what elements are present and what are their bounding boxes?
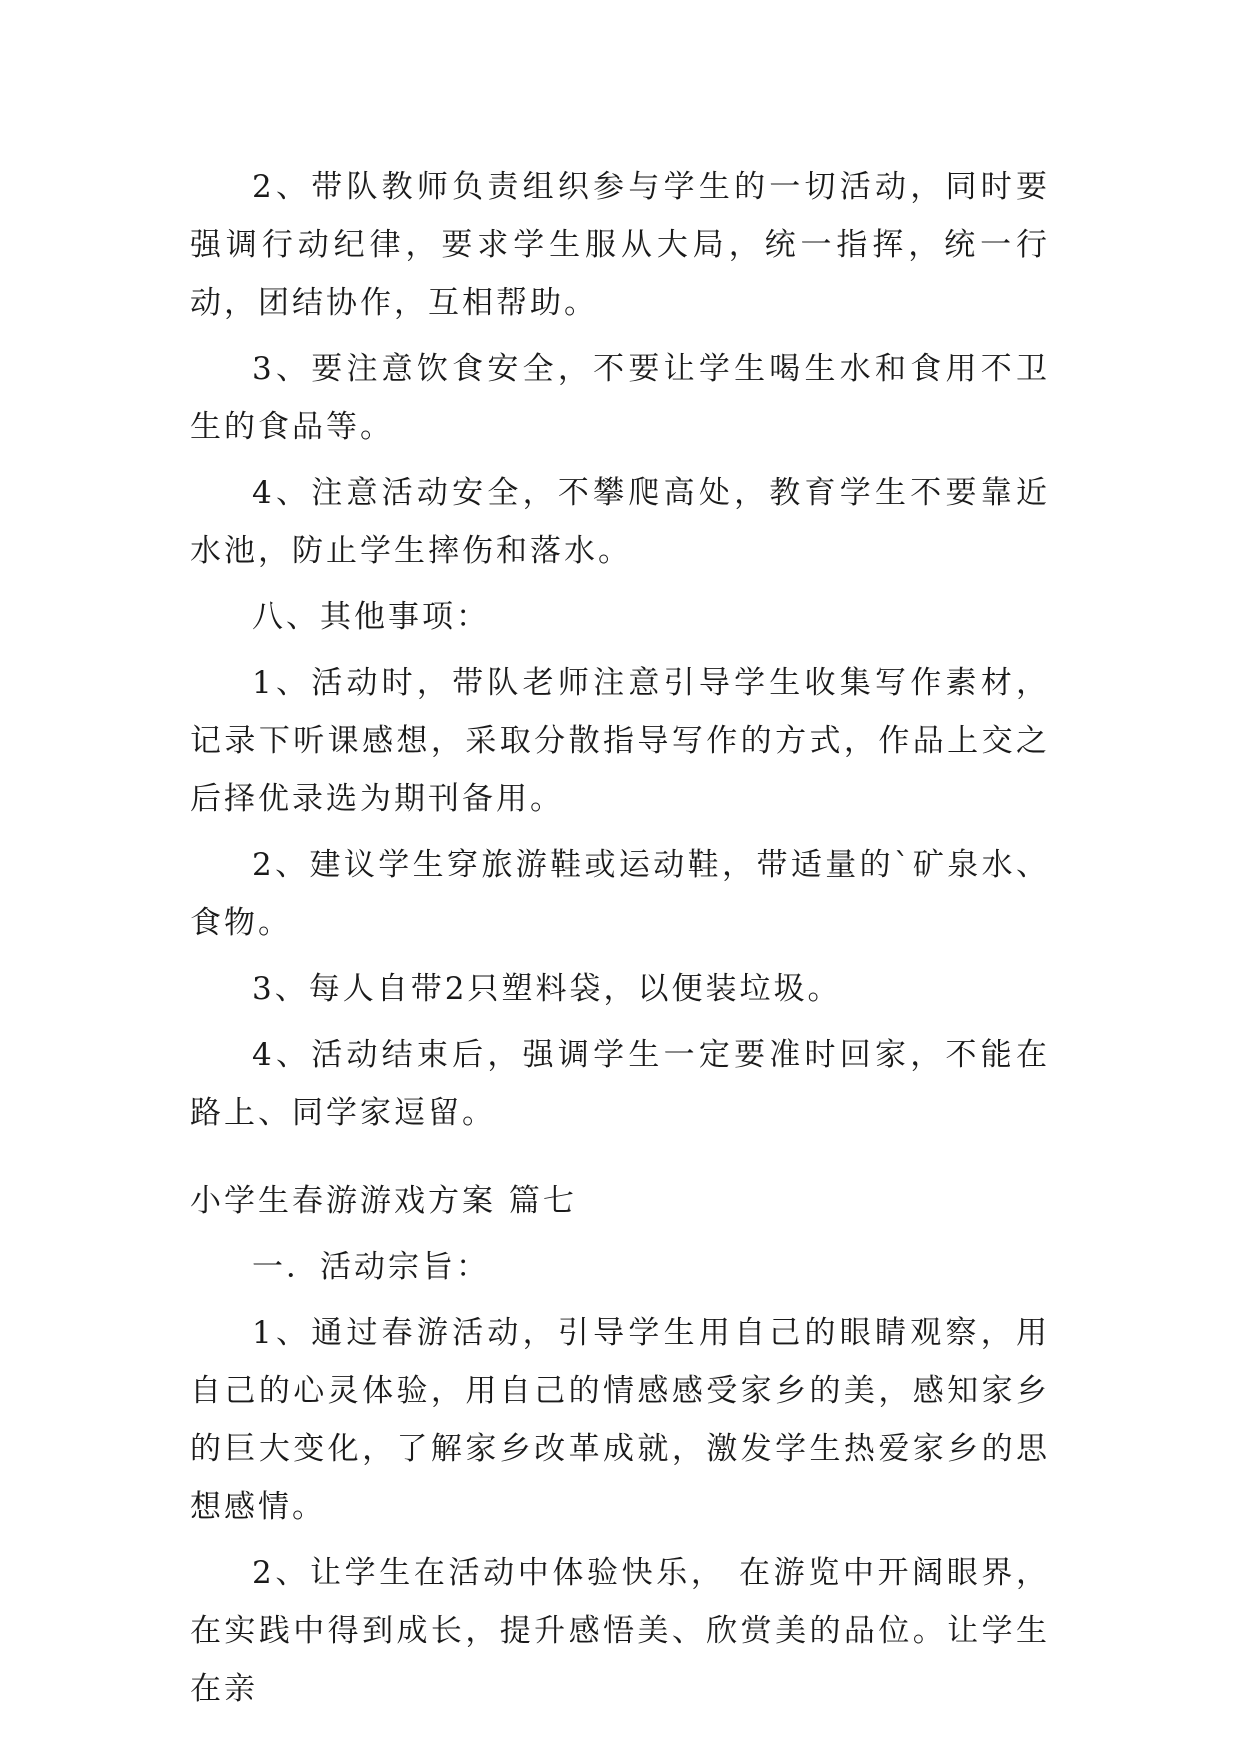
section-heading: 八、其他事项：: [252, 599, 490, 635]
paragraph: 3、要注意饮食安全，不要让学生喝生水和食用不卫生的食品等。: [190, 351, 1050, 445]
paragraph: 2、让学生在活动中体验快乐， 在游览中开阔眼界，在实践中得到成长，提升感悟美、欣赏美的品位。让学生在亲: [190, 1555, 1050, 1707]
paragraph: 1、通过春游活动，引导学生用自己的眼睛观察，用自己的心灵体验，用自己的情感感受家乡的美，感知家乡的巨大变化，了解家乡改革成就，激发学生热爱家乡的思想感情。: [190, 1315, 1050, 1525]
paragraph: 2、建议学生穿旅游鞋或运动鞋，带适量的`矿泉水、食物。: [190, 847, 1050, 941]
section-title: 小学生春游游戏方案 篇七: [190, 1183, 577, 1219]
section-heading: 一．活动宗旨：: [252, 1249, 490, 1285]
paragraph: 1、活动时，带队老师注意引导学生收集写作素材，记录下听课感想，采取分散指导写作的方式，作品上交之后择优录选为期刊备用。: [190, 665, 1050, 817]
paragraph: 4、注意活动安全，不攀爬高处，教育学生不要靠近水池，防止学生摔伤和落水。: [190, 475, 1050, 569]
paragraph: 2、带队教师负责组织参与学生的一切活动，同时要强调行动纪律，要求学生服从大局，统一指挥，统一行动，团结协作，互相帮助。: [190, 169, 1050, 321]
document-page: [190, 158, 1050, 1718]
paragraph: 4、活动结束后，强调学生一定要准时回家，不能在路上、同学家逗留。: [190, 1037, 1050, 1131]
paragraph: 3、每人自带2只塑料袋，以便装垃圾。: [252, 971, 842, 1007]
